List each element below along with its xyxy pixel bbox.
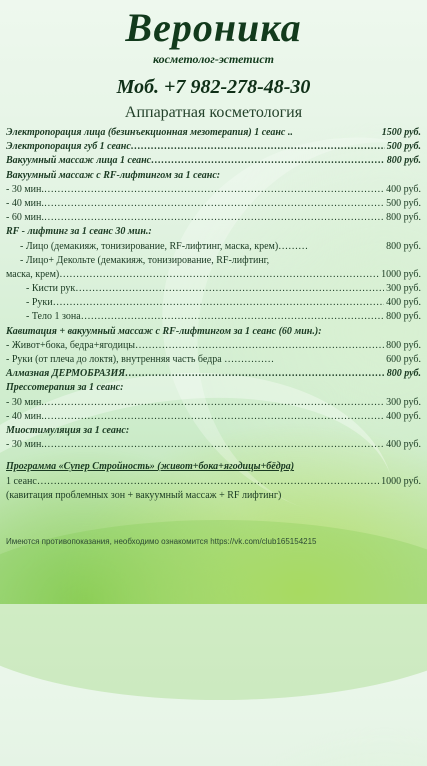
service-name: Прессотерапия за 1 сеанс: xyxy=(6,382,124,394)
service-price: 500 руб. xyxy=(386,141,421,153)
service-price: 800 руб. xyxy=(386,155,421,167)
dot-leader xyxy=(44,410,384,424)
service-price: 400 руб. xyxy=(386,439,421,451)
dot-leader xyxy=(125,367,385,381)
service-price: 800 руб. xyxy=(386,311,421,323)
price-row xyxy=(6,211,421,225)
price-row xyxy=(6,410,421,424)
dot-leader xyxy=(131,140,385,154)
price-row xyxy=(6,197,421,211)
service-name: Алмазная ДЕРМОБРАЗИЯ xyxy=(6,368,126,380)
phone-number: Моб. +7 982-278-48-30 xyxy=(116,76,311,98)
service-name: Электропорация губ 1 сеанс xyxy=(6,141,131,153)
service-name: Вакуумный массаж с RF-лифтингом за 1 сеанс: xyxy=(6,169,221,181)
service-name: - 30 мин. xyxy=(6,183,44,195)
service-price: 500 руб. xyxy=(386,197,421,209)
price-row xyxy=(6,282,421,296)
price-row xyxy=(6,225,421,239)
service-price: 400 руб. xyxy=(386,183,421,195)
price-rows xyxy=(6,126,421,452)
price-row xyxy=(6,154,421,168)
service-name: - 30 мин. xyxy=(6,439,44,451)
background-wave xyxy=(0,520,427,700)
price-row xyxy=(6,353,421,367)
dot-leader xyxy=(75,282,384,296)
price-row xyxy=(6,268,421,282)
price-row xyxy=(6,424,421,438)
service-name: маска, крем) xyxy=(6,268,60,280)
price-row xyxy=(6,254,421,268)
price-row xyxy=(6,381,421,395)
dot-leader xyxy=(37,475,379,489)
dot-leader xyxy=(44,183,384,197)
service-name: - Лицо (демакияж, тонизирование, RF-лифтинг, маска, крем)……… xyxy=(20,240,309,252)
program-line-label: 1 сеанс xyxy=(6,475,37,487)
service-name: - Тело 1 зона xyxy=(26,311,81,323)
dot-leader xyxy=(53,296,385,310)
service-name: - Руки (от плеча до локтя), внутренняя часть бедра …………… xyxy=(6,354,275,365)
section-heading: Аппаратная косметология xyxy=(124,104,303,121)
program-title xyxy=(6,460,421,474)
program-price-row xyxy=(6,475,421,489)
service-price: 400 руб. xyxy=(386,410,421,422)
price-row xyxy=(6,183,421,197)
dot-leader xyxy=(151,154,385,168)
service-name: - Лицо+ Декольте (демакияж, тонизирование, RF-лифтинг, xyxy=(20,254,270,266)
service-price: 600 руб. xyxy=(386,354,421,365)
price-row xyxy=(6,240,421,254)
service-name: Кавитация + вакуумный массаж с RF-лифтингом за 1 сеанс (60 мин.): xyxy=(6,325,322,337)
service-price: 400 руб. xyxy=(386,297,421,309)
service-price: 1000 руб. xyxy=(381,268,421,280)
dot-leader xyxy=(44,438,384,452)
dot-leader xyxy=(44,197,384,211)
service-price: 800 руб. xyxy=(386,240,421,252)
dot-leader xyxy=(59,268,379,282)
service-price: 300 руб. xyxy=(386,396,421,408)
program-note xyxy=(6,489,421,503)
price-row xyxy=(6,169,421,183)
service-name: Вакуумный массаж лица 1 сеанс xyxy=(6,155,152,167)
service-name: - Живот+бока, бедра+ягодицы xyxy=(6,339,136,351)
price-row xyxy=(6,296,421,310)
service-name: RF - лифтинг за 1 сеанс 30 мин.: xyxy=(6,226,152,238)
price-row xyxy=(6,140,421,154)
spacer xyxy=(6,452,421,460)
program-price: 1000 руб. xyxy=(381,475,421,487)
footnote: Имеются противопоказания, необходимо ознакомится https://vk.com/club165154215 xyxy=(6,537,317,546)
service-name: - 40 мин. xyxy=(6,410,44,422)
program-note-text: (кавитация проблемных зон + вакуумный массаж + RF лифтинг) xyxy=(6,489,282,501)
service-name: Электропорация лица (безинъекционная мезотерапия) 1 сеанс .. xyxy=(6,127,293,138)
service-name: - Кисти рук xyxy=(26,283,76,295)
price-row xyxy=(6,438,421,452)
price-row xyxy=(6,396,421,410)
service-price: 1500 руб. xyxy=(381,127,421,138)
service-price: 300 руб. xyxy=(386,283,421,295)
program-title-text: Программа «Супер Стройность» (живот+бока+ягодицы+бёдра) xyxy=(6,461,295,473)
service-name: - 30 мин. xyxy=(6,396,44,408)
price-row xyxy=(6,367,421,381)
dot-leader xyxy=(44,396,384,410)
service-name: - 60 мин. xyxy=(6,212,44,224)
service-name: - 40 мин. xyxy=(6,197,44,209)
service-price: 800 руб. xyxy=(386,212,421,224)
title-subtitle: косметолог-эстетист xyxy=(153,52,274,66)
dot-leader xyxy=(81,310,385,324)
price-row xyxy=(6,325,421,339)
price-row xyxy=(6,126,421,140)
price-row xyxy=(6,339,421,353)
title-name: Вероника xyxy=(125,5,302,50)
price-row xyxy=(6,310,421,324)
service-name: Миостимуляция за 1 сеанс: xyxy=(6,424,130,436)
service-name: - Руки xyxy=(26,297,53,309)
price-list xyxy=(6,126,421,503)
dot-leader xyxy=(44,211,384,225)
dot-leader xyxy=(135,339,384,353)
service-price: 800 руб. xyxy=(386,368,421,380)
service-price: 800 руб. xyxy=(386,339,421,351)
